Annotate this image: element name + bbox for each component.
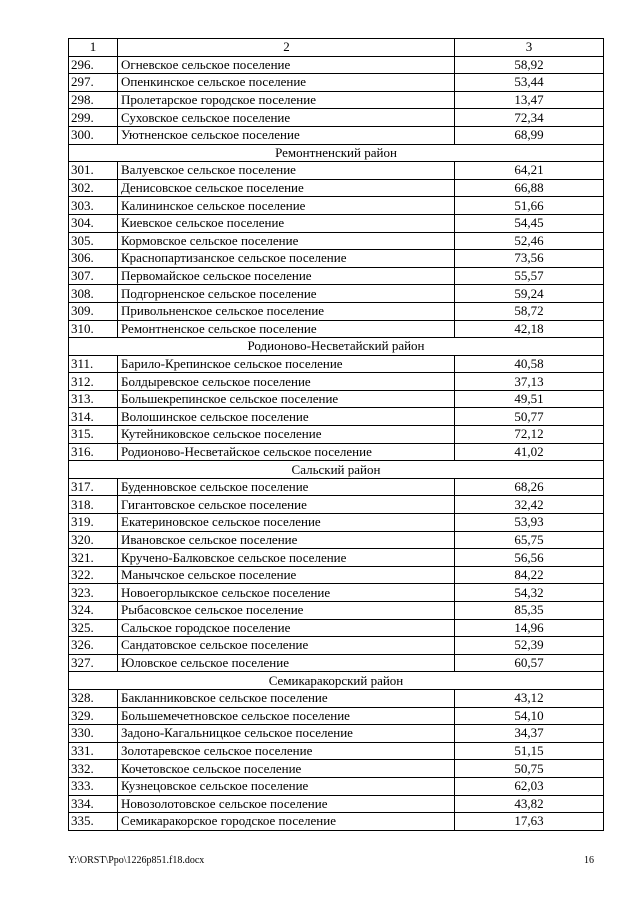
table-row bbox=[69, 355, 604, 373]
table-row bbox=[69, 267, 604, 285]
table-row bbox=[69, 707, 604, 725]
settlement-name: Болдыревское сельское поселение bbox=[118, 373, 455, 391]
table-row bbox=[69, 285, 604, 303]
district-name: Сальский район bbox=[69, 461, 604, 479]
table-row bbox=[69, 56, 604, 74]
table-row bbox=[69, 531, 604, 549]
row-number: 314. bbox=[69, 408, 118, 426]
row-value: 56,56 bbox=[455, 549, 604, 567]
row-number: 311. bbox=[69, 355, 118, 373]
row-value: 65,75 bbox=[455, 531, 604, 549]
settlement-name: Золотаревское сельское поселение bbox=[118, 742, 455, 760]
row-number: 316. bbox=[69, 443, 118, 461]
settlement-name: Валуевское сельское поселение bbox=[118, 162, 455, 180]
row-value: 43,12 bbox=[455, 689, 604, 707]
row-value: 60,57 bbox=[455, 654, 604, 672]
district-row bbox=[69, 461, 604, 479]
row-number: 310. bbox=[69, 320, 118, 338]
table-row bbox=[69, 725, 604, 743]
settlement-name: Манычское сельское поселение bbox=[118, 566, 455, 584]
settlement-name: Новозолотовское сельское поселение bbox=[118, 795, 455, 813]
row-number: 322. bbox=[69, 566, 118, 584]
row-number: 309. bbox=[69, 302, 118, 320]
row-value: 49,51 bbox=[455, 390, 604, 408]
row-value: 85,35 bbox=[455, 602, 604, 620]
settlement-name: Екатериновское сельское поселение bbox=[118, 514, 455, 532]
row-value: 50,77 bbox=[455, 408, 604, 426]
row-value: 54,45 bbox=[455, 214, 604, 232]
table-row bbox=[69, 777, 604, 795]
row-value: 14,96 bbox=[455, 619, 604, 637]
row-number: 323. bbox=[69, 584, 118, 602]
settlement-name: Новоегорлыкское сельское поселение bbox=[118, 584, 455, 602]
settlement-name: Буденновское сельское поселение bbox=[118, 478, 455, 496]
settlement-name: Кутейниковское сельское поселение bbox=[118, 426, 455, 444]
district-name: Семикаракорский район bbox=[69, 672, 604, 690]
row-number: 324. bbox=[69, 602, 118, 620]
row-value: 50,75 bbox=[455, 760, 604, 778]
settlement-name: Семикаракорское городское поселение bbox=[118, 813, 455, 831]
settlements-table bbox=[68, 38, 604, 831]
table-header-row bbox=[69, 39, 604, 57]
settlement-name: Кормовское сельское поселение bbox=[118, 232, 455, 250]
row-number: 312. bbox=[69, 373, 118, 391]
settlement-name: Барило-Крепинское сельское поселение bbox=[118, 355, 455, 373]
settlement-name: Ремонтненское сельское поселение bbox=[118, 320, 455, 338]
settlement-name: Уютненское сельское поселение bbox=[118, 126, 455, 144]
row-number: 327. bbox=[69, 654, 118, 672]
row-value: 41,02 bbox=[455, 443, 604, 461]
settlement-name: Ивановское сельское поселение bbox=[118, 531, 455, 549]
row-number: 321. bbox=[69, 549, 118, 567]
settlement-name: Волошинское сельское поселение bbox=[118, 408, 455, 426]
row-number: 300. bbox=[69, 126, 118, 144]
table-row bbox=[69, 795, 604, 813]
table-row bbox=[69, 443, 604, 461]
row-number: 319. bbox=[69, 514, 118, 532]
row-number: 302. bbox=[69, 179, 118, 197]
table-row bbox=[69, 162, 604, 180]
row-value: 53,44 bbox=[455, 74, 604, 92]
row-value: 72,12 bbox=[455, 426, 604, 444]
table-row bbox=[69, 549, 604, 567]
row-value: 62,03 bbox=[455, 777, 604, 795]
row-number: 297. bbox=[69, 74, 118, 92]
row-number: 313. bbox=[69, 390, 118, 408]
footer-file-path: Y:\ORST\Ppo\1226p851.f18.docx bbox=[68, 855, 205, 866]
table-row bbox=[69, 179, 604, 197]
table-row bbox=[69, 320, 604, 338]
header-col-3: 3 bbox=[455, 39, 604, 57]
row-value: 37,13 bbox=[455, 373, 604, 391]
header-col-1: 1 bbox=[69, 39, 118, 57]
row-value: 54,32 bbox=[455, 584, 604, 602]
row-number: 306. bbox=[69, 250, 118, 268]
row-number: 326. bbox=[69, 637, 118, 655]
settlement-name: Пролетарское городское поселение bbox=[118, 91, 455, 109]
settlement-name: Родионово-Несветайское сельское поселение bbox=[118, 443, 455, 461]
table-row bbox=[69, 390, 604, 408]
table-row bbox=[69, 426, 604, 444]
settlement-name: Большекрепинское сельское поселение bbox=[118, 390, 455, 408]
settlement-name: Гигантовское сельское поселение bbox=[118, 496, 455, 514]
row-number: 332. bbox=[69, 760, 118, 778]
settlement-name: Кузнецовское сельское поселение bbox=[118, 777, 455, 795]
row-number: 303. bbox=[69, 197, 118, 215]
table-row bbox=[69, 302, 604, 320]
row-number: 331. bbox=[69, 742, 118, 760]
row-value: 55,57 bbox=[455, 267, 604, 285]
table-row bbox=[69, 91, 604, 109]
settlement-name: Кручено-Балковское сельское поселение bbox=[118, 549, 455, 567]
table-row bbox=[69, 813, 604, 831]
settlement-name: Денисовское сельское поселение bbox=[118, 179, 455, 197]
row-value: 51,66 bbox=[455, 197, 604, 215]
row-value: 43,82 bbox=[455, 795, 604, 813]
table-row bbox=[69, 689, 604, 707]
settlement-name: Калининское сельское поселение bbox=[118, 197, 455, 215]
settlement-name: Киевское сельское поселение bbox=[118, 214, 455, 232]
row-number: 299. bbox=[69, 109, 118, 127]
header-col-2: 2 bbox=[118, 39, 455, 57]
row-value: 58,92 bbox=[455, 56, 604, 74]
table-row bbox=[69, 584, 604, 602]
row-number: 317. bbox=[69, 478, 118, 496]
settlement-name: Краснопартизанское сельское поселение bbox=[118, 250, 455, 268]
row-value: 84,22 bbox=[455, 566, 604, 584]
settlements-table-body bbox=[69, 39, 604, 831]
settlement-name: Подгорненское сельское поселение bbox=[118, 285, 455, 303]
row-value: 34,37 bbox=[455, 725, 604, 743]
row-value: 13,47 bbox=[455, 91, 604, 109]
row-number: 307. bbox=[69, 267, 118, 285]
row-number: 320. bbox=[69, 531, 118, 549]
row-value: 59,24 bbox=[455, 285, 604, 303]
table-row bbox=[69, 514, 604, 532]
page-number: 16 bbox=[584, 855, 594, 866]
row-number: 328. bbox=[69, 689, 118, 707]
row-value: 72,34 bbox=[455, 109, 604, 127]
row-number: 315. bbox=[69, 426, 118, 444]
row-value: 42,18 bbox=[455, 320, 604, 338]
district-row bbox=[69, 672, 604, 690]
settlement-name: Рыбасовское сельское поселение bbox=[118, 602, 455, 620]
table-row bbox=[69, 637, 604, 655]
table-row bbox=[69, 408, 604, 426]
table-row bbox=[69, 602, 604, 620]
row-number: 335. bbox=[69, 813, 118, 831]
row-number: 296. bbox=[69, 56, 118, 74]
table-row bbox=[69, 214, 604, 232]
row-value: 66,88 bbox=[455, 179, 604, 197]
table-row bbox=[69, 74, 604, 92]
row-number: 333. bbox=[69, 777, 118, 795]
row-number: 304. bbox=[69, 214, 118, 232]
row-value: 51,15 bbox=[455, 742, 604, 760]
row-value: 68,26 bbox=[455, 478, 604, 496]
district-name: Ремонтненский район bbox=[69, 144, 604, 162]
table-row bbox=[69, 760, 604, 778]
row-value: 58,72 bbox=[455, 302, 604, 320]
settlement-name: Первомайское сельское поселение bbox=[118, 267, 455, 285]
row-number: 325. bbox=[69, 619, 118, 637]
settlement-name: Сандатовское сельское поселение bbox=[118, 637, 455, 655]
table-row bbox=[69, 250, 604, 268]
settlement-name: Задоно-Кагальницкое сельское поселение bbox=[118, 725, 455, 743]
settlement-name: Юловское сельское поселение bbox=[118, 654, 455, 672]
settlement-name: Кочетовское сельское поселение bbox=[118, 760, 455, 778]
row-value: 17,63 bbox=[455, 813, 604, 831]
row-value: 52,46 bbox=[455, 232, 604, 250]
row-number: 334. bbox=[69, 795, 118, 813]
row-value: 53,93 bbox=[455, 514, 604, 532]
row-value: 64,21 bbox=[455, 162, 604, 180]
row-value: 73,56 bbox=[455, 250, 604, 268]
row-value: 40,58 bbox=[455, 355, 604, 373]
table-row bbox=[69, 566, 604, 584]
row-value: 52,39 bbox=[455, 637, 604, 655]
row-value: 54,10 bbox=[455, 707, 604, 725]
settlement-name: Привольненское сельское поселение bbox=[118, 302, 455, 320]
table-row bbox=[69, 496, 604, 514]
row-number: 329. bbox=[69, 707, 118, 725]
settlement-name: Большемечетновское сельское поселение bbox=[118, 707, 455, 725]
settlement-name: Суховское сельское поселение bbox=[118, 109, 455, 127]
table-row bbox=[69, 373, 604, 391]
table-row bbox=[69, 109, 604, 127]
row-value: 68,99 bbox=[455, 126, 604, 144]
district-row bbox=[69, 338, 604, 356]
settlement-name: Бакланниковское сельское поселение bbox=[118, 689, 455, 707]
table-row bbox=[69, 126, 604, 144]
settlement-name: Огневское сельское поселение bbox=[118, 56, 455, 74]
table-row bbox=[69, 742, 604, 760]
row-number: 305. bbox=[69, 232, 118, 250]
settlement-name: Опенкинское сельское поселение bbox=[118, 74, 455, 92]
row-number: 298. bbox=[69, 91, 118, 109]
row-number: 301. bbox=[69, 162, 118, 180]
table-row bbox=[69, 654, 604, 672]
table-row bbox=[69, 619, 604, 637]
table-row bbox=[69, 478, 604, 496]
settlement-name: Сальское городское поселение bbox=[118, 619, 455, 637]
district-row bbox=[69, 144, 604, 162]
table-row bbox=[69, 197, 604, 215]
row-value: 32,42 bbox=[455, 496, 604, 514]
table-row bbox=[69, 232, 604, 250]
district-name: Родионово-Несветайский район bbox=[69, 338, 604, 356]
row-number: 318. bbox=[69, 496, 118, 514]
row-number: 308. bbox=[69, 285, 118, 303]
row-number: 330. bbox=[69, 725, 118, 743]
